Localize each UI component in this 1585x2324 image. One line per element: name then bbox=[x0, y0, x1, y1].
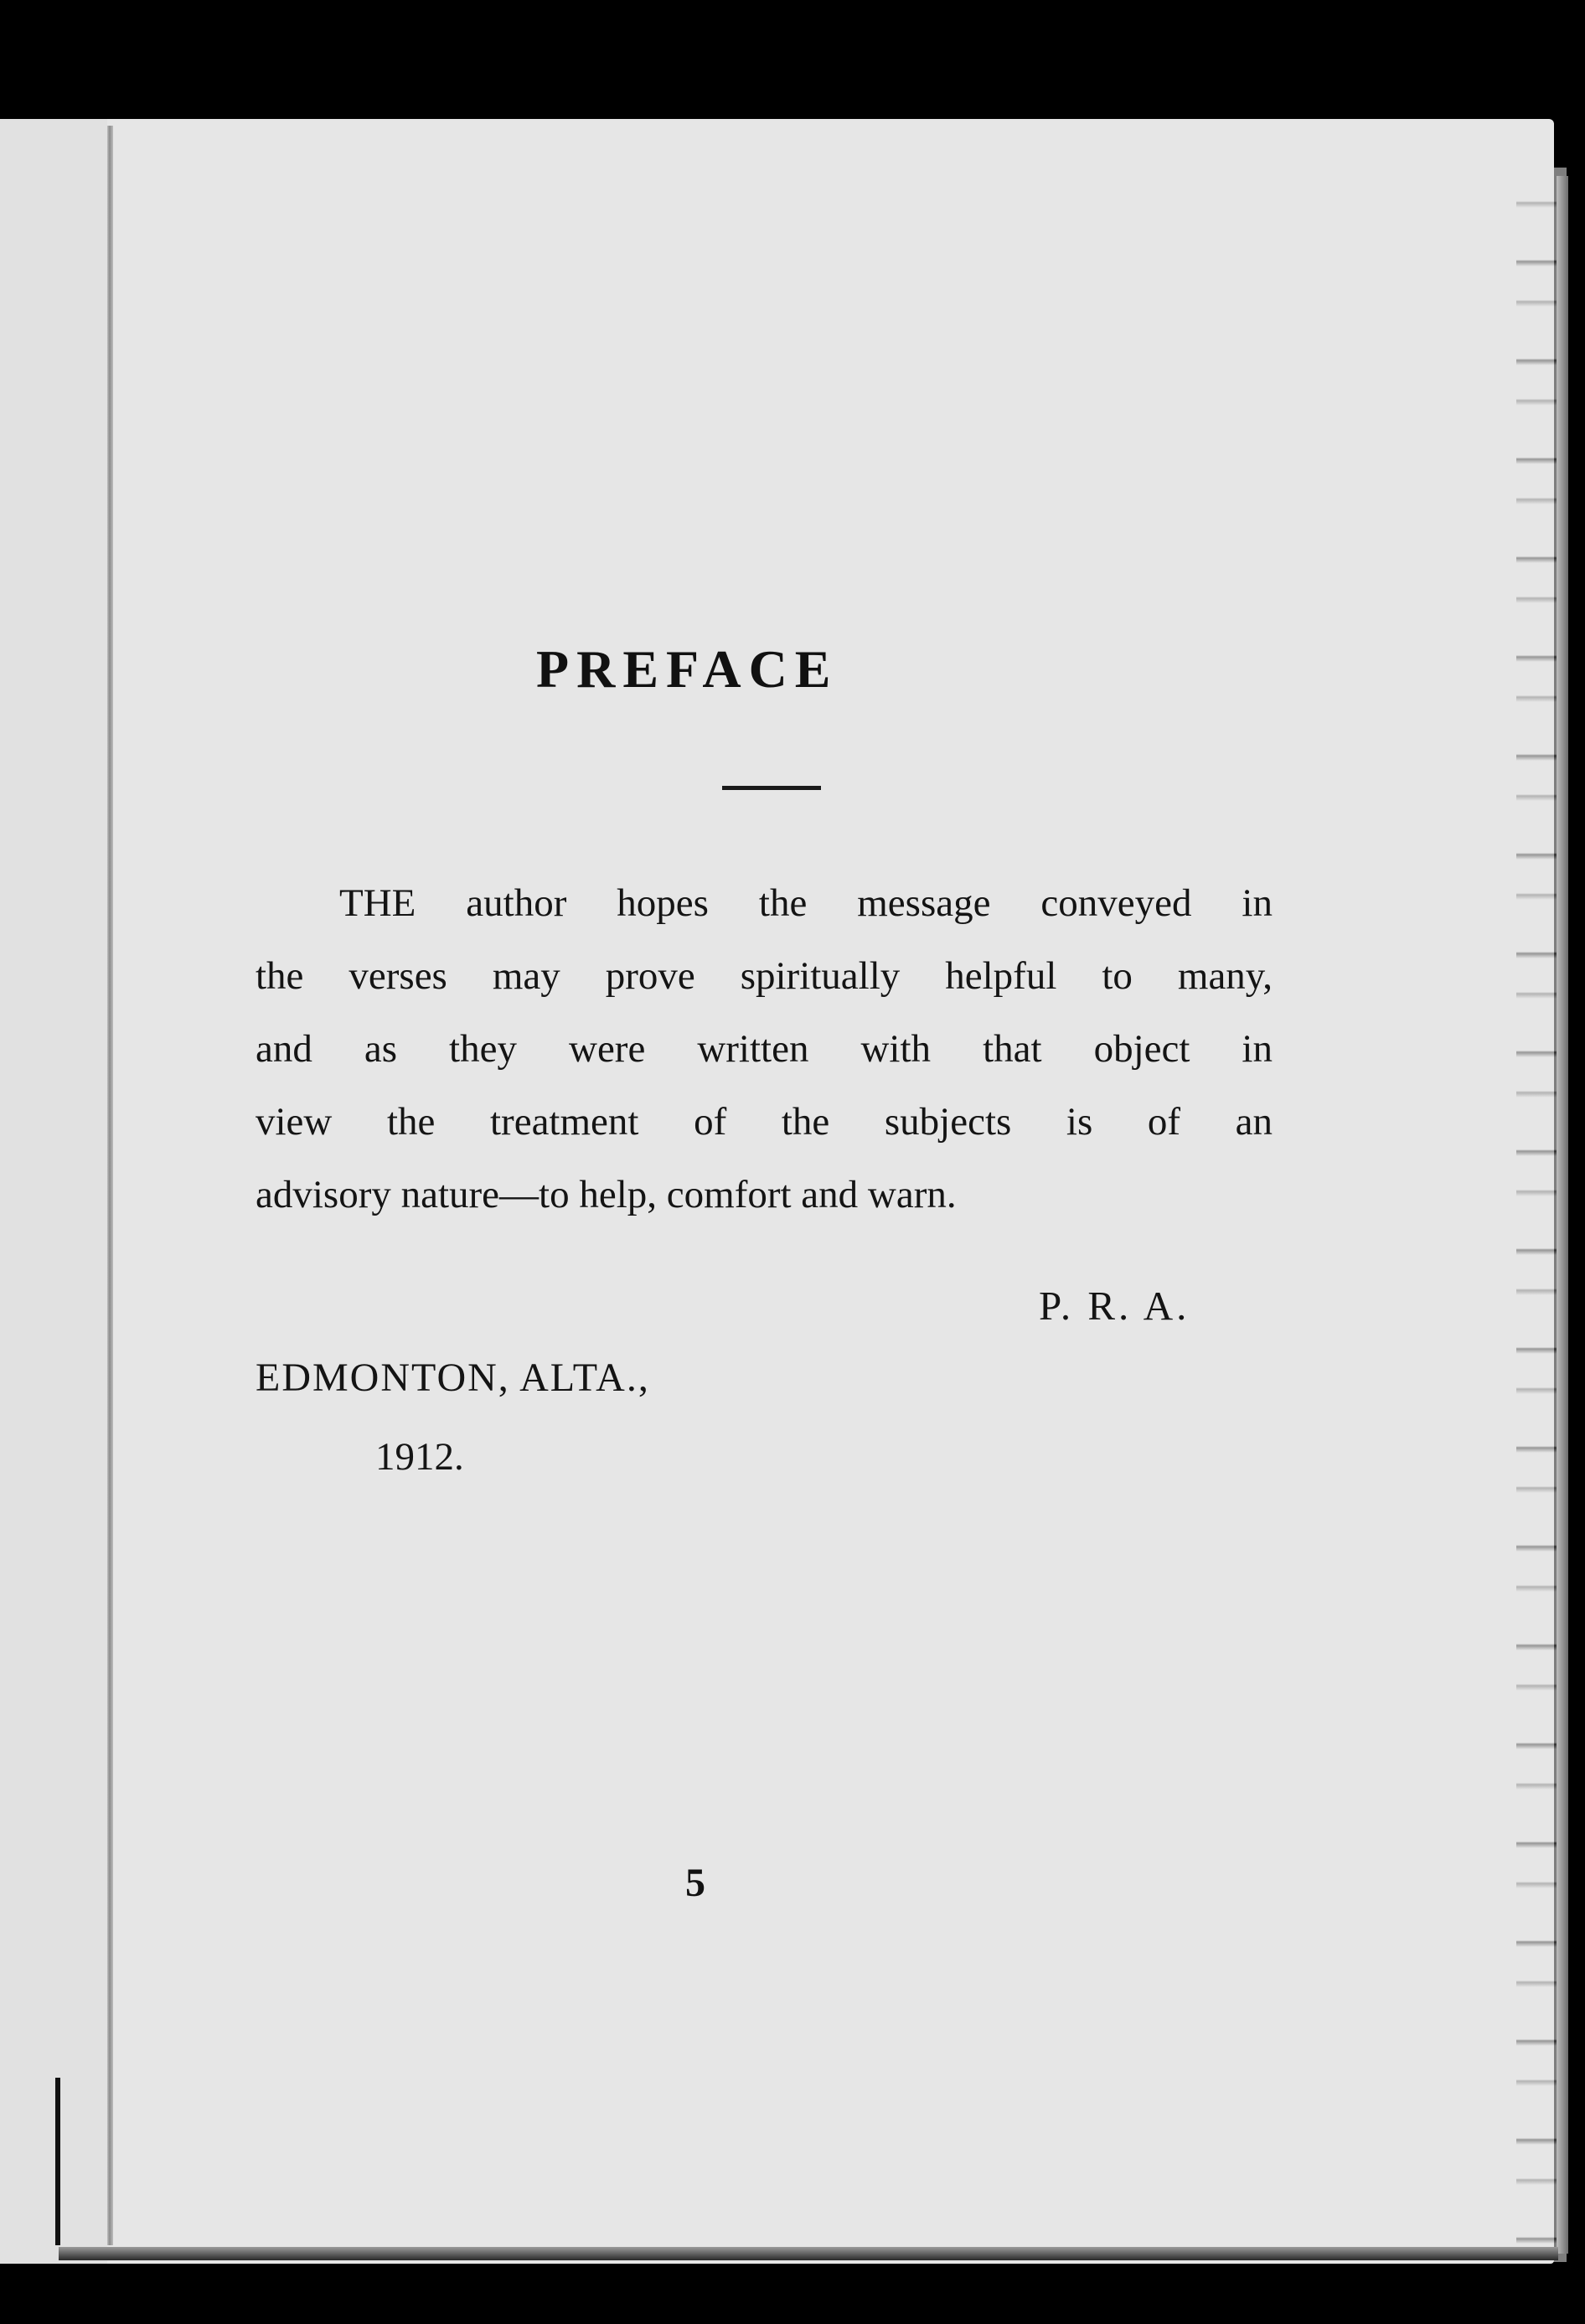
right-edge-shadow bbox=[1557, 176, 1568, 2254]
text-line: view the treatment of the subjects is of an bbox=[256, 1100, 1273, 1144]
bottom-page-edge bbox=[59, 2247, 1558, 2260]
year-line: 1912. bbox=[375, 1435, 464, 1479]
preface-text bbox=[256, 867, 1273, 1232]
binding-shadow bbox=[55, 2078, 60, 2245]
binding-gutter bbox=[107, 126, 113, 2245]
text-line: THE author hopes the message conveyed in bbox=[339, 881, 1273, 925]
page-number: 5 bbox=[685, 1861, 705, 1905]
facing-page-edge bbox=[0, 119, 107, 2264]
page-title: PREFACE bbox=[536, 639, 839, 699]
text-line: advisory nature—to help, comfort and warn. bbox=[256, 1173, 957, 1216]
author-initials: P. R. A. bbox=[1039, 1283, 1190, 1329]
text-line: the verses may prove spiritually helpful to many, bbox=[256, 954, 1273, 998]
title-rule bbox=[722, 786, 821, 790]
place-line: EDMONTON, ALTA., bbox=[256, 1356, 650, 1400]
text-line: and as they were written with that object in bbox=[256, 1027, 1273, 1071]
